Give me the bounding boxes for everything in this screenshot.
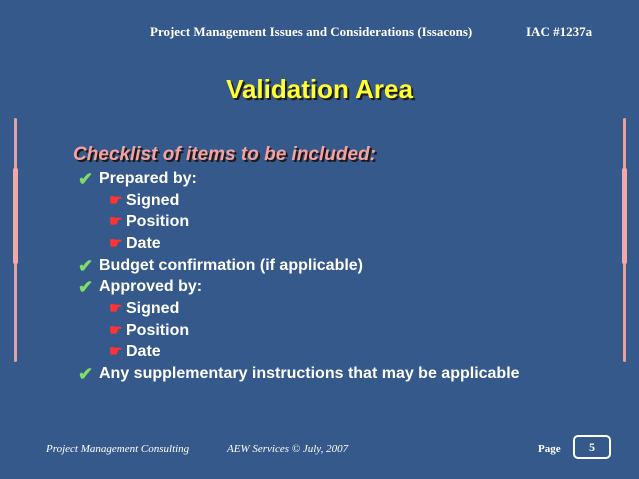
checklist-subitem (78, 320, 520, 342)
checklist-item (78, 276, 520, 298)
pointing-hand-icon: ☛ (109, 321, 123, 339)
page-number-box: 5 (573, 435, 611, 459)
checklist-item-text: Date (126, 234, 161, 252)
checklist-item (78, 168, 520, 190)
footer-company: Project Management Consulting (46, 443, 190, 455)
checklist-subitem (78, 298, 520, 320)
check-icon: ✔ (78, 277, 94, 298)
check-icon: ✔ (78, 364, 94, 385)
check-icon: ✔ (78, 255, 94, 276)
checklist-subitem (78, 342, 520, 364)
pointing-hand-icon: ☛ (109, 343, 123, 361)
footer-copyright: AEW Services © July, 2007 (227, 443, 349, 455)
right-decorative-bar (623, 118, 626, 362)
header-code: IAC #1237a (526, 24, 593, 39)
footer-page-label: Page (538, 443, 561, 455)
pointing-hand-icon: ☛ (109, 299, 123, 317)
checklist-item-text: Prepared by: (99, 169, 197, 187)
checklist-item-text: Signed (126, 191, 180, 209)
slide-title: Validation Area (226, 74, 413, 104)
checklist-item-text: Position (126, 321, 190, 339)
checklist-item-text: Any supplementary instructions that may be applicable (99, 365, 520, 383)
checklist-item-text: Approved by: (99, 278, 203, 296)
pointing-hand-icon: ☛ (109, 234, 123, 252)
checklist-item-text: Date (126, 343, 161, 361)
checklist-item-text: Budget confirmation (if applicable) (99, 256, 364, 274)
checklist-subitem (78, 190, 520, 212)
pointing-hand-icon: ☛ (109, 213, 123, 231)
checklist-subitem (78, 211, 520, 233)
checklist-item-text: Position (126, 213, 190, 231)
checklist-item (78, 255, 520, 277)
header-title: Project Management Issues and Considerations (Issacons) (150, 24, 473, 39)
checklist-item-text: Signed (126, 299, 180, 317)
checklist (78, 168, 520, 385)
check-icon: ✔ (78, 168, 94, 189)
checklist-item (78, 363, 520, 385)
checklist-subitem (78, 233, 520, 255)
slide-subtitle: Checklist of items to be included: (73, 144, 376, 165)
left-decorative-bar (14, 118, 17, 362)
pointing-hand-icon: ☛ (109, 191, 123, 209)
